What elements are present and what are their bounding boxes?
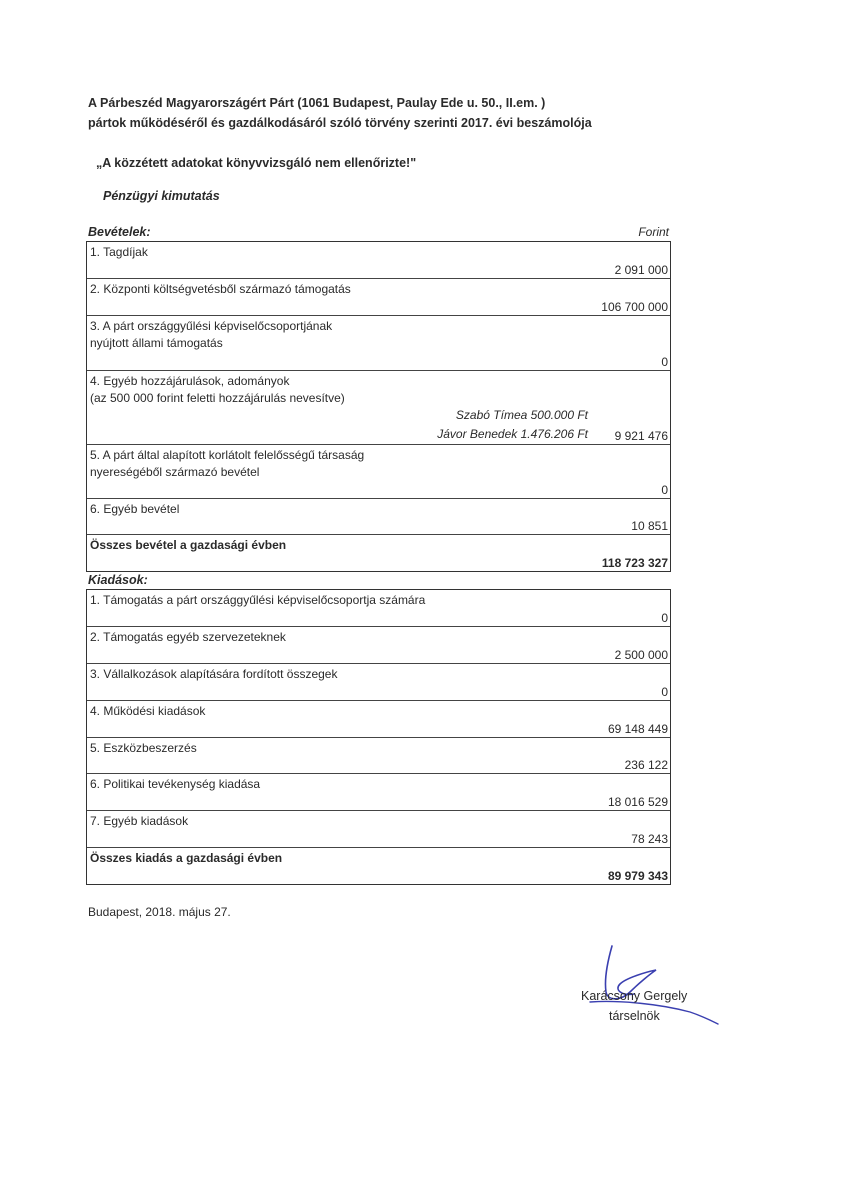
table-row (87, 242, 670, 279)
income-section-label: Bevételek: (88, 225, 151, 239)
table-row (87, 664, 670, 701)
table-row (87, 371, 670, 445)
row-label: 1. Támogatás a párt országgyűlési képviselőcsoportja számára (90, 593, 426, 607)
table-row (87, 590, 670, 627)
row-amount: 0 (661, 685, 668, 699)
expenses-table (86, 589, 671, 885)
table-row (87, 279, 670, 316)
row-amount: 78 243 (631, 832, 668, 846)
income-table (86, 241, 671, 572)
row-label: 3. Vállalkozások alapítására fordított összegek (90, 667, 338, 681)
row-amount: 0 (661, 483, 668, 497)
row-amount: 2 091 000 (614, 263, 668, 277)
table-total-row (87, 535, 670, 571)
document-header-line1: A Párbeszéd Magyarországért Párt (1061 Budapest, Paulay Ede u. 50., II.em. ) (88, 96, 546, 110)
row-label: 4. Működési kiadások (90, 704, 206, 718)
row-label: 6. Egyéb bevétel (90, 502, 180, 516)
table-row (87, 316, 670, 371)
audit-notice: „A közzétett adatokat könyvvizsgáló nem ellenőrizte!" (96, 156, 417, 170)
row-amount: 69 148 449 (607, 722, 668, 736)
row-label: 2. Központi költségvetésből származó támogatás (90, 282, 351, 296)
total-label: Összes bevétel a gazdasági évben (90, 538, 287, 552)
row-amount: 18 016 529 (607, 795, 668, 809)
document-header-line2: pártok működéséről és gazdálkodásáról szóló törvény szerinti 2017. évi beszámolója (88, 116, 592, 130)
row-amount: 2 500 000 (614, 648, 668, 662)
signatory-title: társelnök (609, 1009, 660, 1023)
table-row (87, 811, 670, 848)
statement-title: Pénzügyi kimutatás (103, 189, 220, 203)
row-label: 5. Eszközbeszerzés (90, 741, 197, 755)
row-label: 3. A párt országgyűlési képviselőcsoportjának nyújtott állami támogatás (90, 319, 333, 350)
row-amount: 236 122 (624, 758, 668, 772)
donor-entry: Szabó Tímea 500.000 Ft (455, 408, 588, 422)
row-label: 7. Egyéb kiadások (90, 814, 189, 828)
currency-unit-label: Forint (638, 225, 669, 239)
row-amount: 0 (661, 355, 668, 369)
table-row (87, 738, 670, 774)
row-label: 6. Politikai tevékenység kiadása (90, 777, 261, 791)
signatory-name: Karácsony Gergely (581, 989, 688, 1003)
table-row (87, 774, 670, 811)
total-amount: 89 979 343 (607, 869, 668, 883)
row-label: 2. Támogatás egyéb szervezeteknek (90, 630, 286, 644)
row-label: 5. A párt által alapított korlátolt felelősségű társaság nyereségéből származó bevétel (90, 448, 365, 479)
expenses-section-label: Kiadások: (88, 573, 148, 587)
row-amount: 0 (661, 611, 668, 625)
table-row (87, 701, 670, 738)
row-amount: 9 921 476 (614, 429, 668, 443)
table-row (87, 627, 670, 664)
row-label: 1. Tagdíjak (90, 245, 148, 259)
row-label: 4. Egyéb hozzájárulások, adományok (az 500 000 forint feletti hozzájárulás nevesítve) (90, 374, 345, 405)
table-row (87, 499, 670, 535)
total-amount: 118 723 327 (601, 556, 668, 570)
total-label: Összes kiadás a gazdasági évben (90, 851, 283, 865)
table-total-row (87, 848, 670, 884)
donor-entry: Jávor Benedek 1.476.206 Ft (437, 427, 588, 441)
row-amount: 106 700 000 (601, 300, 668, 314)
place-and-date: Budapest, 2018. május 27. (88, 905, 231, 919)
table-row (87, 445, 670, 499)
row-amount: 10 851 (631, 519, 668, 533)
